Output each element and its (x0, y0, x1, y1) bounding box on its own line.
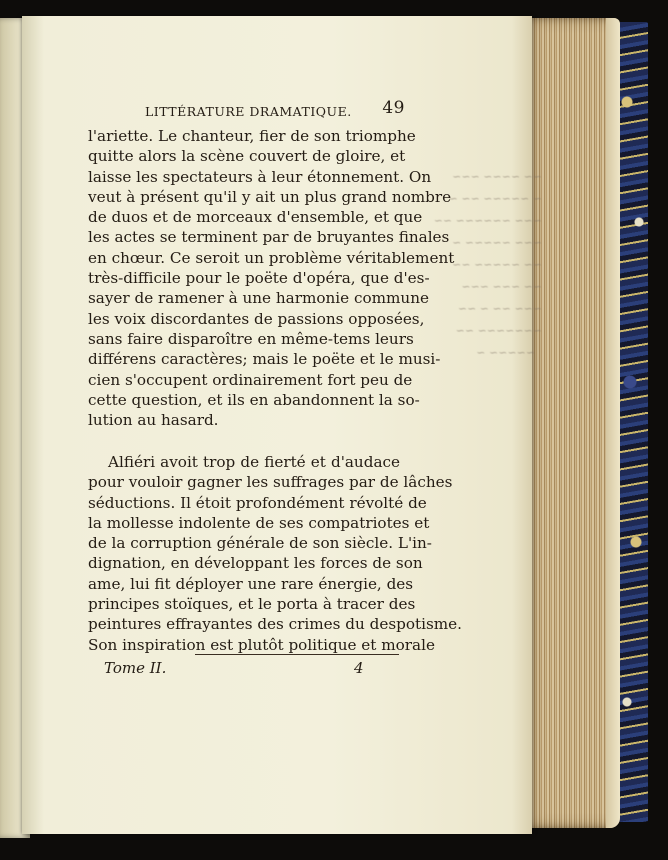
text-line: peintures effrayantes des crimes du despotisme. (88, 615, 462, 634)
text-line: en chœur. Ce seroit un problème véritablement (88, 248, 455, 267)
text-line: les voix discordantes de passions opposées, (88, 309, 425, 328)
text-line: cette question, et ils en abandonnent la so- (88, 390, 420, 409)
text-line: principes stoïques, et le porta à tracer des (88, 595, 416, 614)
text-line: l'ariette. Le chanteur, fier de son triomphe (88, 127, 416, 145)
paragraph-2 (88, 452, 462, 655)
text-line: laisse les spectateurs à leur étonnement. On (88, 167, 432, 186)
page-edges (520, 18, 620, 828)
text-line: pour vouloir gagner les suffrages par de lâches (88, 473, 453, 492)
footer-rule (195, 654, 399, 655)
text-line: la mollesse indolente de ses compatriotes et (88, 513, 430, 532)
paragraph-1 (88, 126, 455, 430)
text-line: sans faire disparoître en même-tems leurs (88, 329, 414, 348)
text-line: différens caractères; mais le poëte et le musi- (88, 350, 441, 369)
text-line: quitte alors la scène couvert de gloire, et (88, 147, 406, 166)
running-title: LITTÉRATURE DRAMATIQUE. (145, 104, 352, 119)
text-line: Son inspiration est plutôt politique et morale (88, 635, 435, 654)
text-line: les actes se terminent par de bruyantes finales (88, 228, 450, 247)
text-line: ame, lui fit déployer une rare énergie, des (88, 574, 414, 593)
text-line: cien s'occupent ordinairement fort peu de (88, 370, 413, 389)
text-line: dignation, en développant les forces de son (88, 554, 423, 573)
text-line: veut à présent qu'il y ait un plus grand nombre (88, 187, 452, 206)
text-line: Alfiéri avoit trop de fierté et d'audace (108, 453, 400, 471)
text-line: sayer de ramener à une harmonie commune (88, 289, 429, 308)
text-line: de duos et de morceaux d'ensemble, et que (88, 208, 423, 227)
volume-label: Tome II. (104, 659, 167, 677)
marbled-endpaper (618, 22, 648, 822)
page-number: 49 (382, 98, 405, 118)
bleed-through-text: ~~ ~~~~ ~~~ ~ ~~~~~ ~~ ~ ~~~ ~~~~~~ ~~ ~~~ ~~~~~ ~ ~~ ~~~~~ ~~ ~~ ~~~ ~~~ ~~~ ~~ ~ ~~ ~~~~~~~ ~~ ~~~~~ ~ (433, 170, 542, 359)
text-line: de la corruption générale de son siècle. L'in- (88, 534, 432, 553)
text-line: très-difficile pour le poëte d'opéra, que d'es- (88, 269, 430, 288)
text-line: séductions. Il étoit profondément révolté de (88, 493, 427, 512)
text-line: lution au hasard. (88, 411, 219, 430)
signature-mark: 4 (354, 659, 364, 677)
